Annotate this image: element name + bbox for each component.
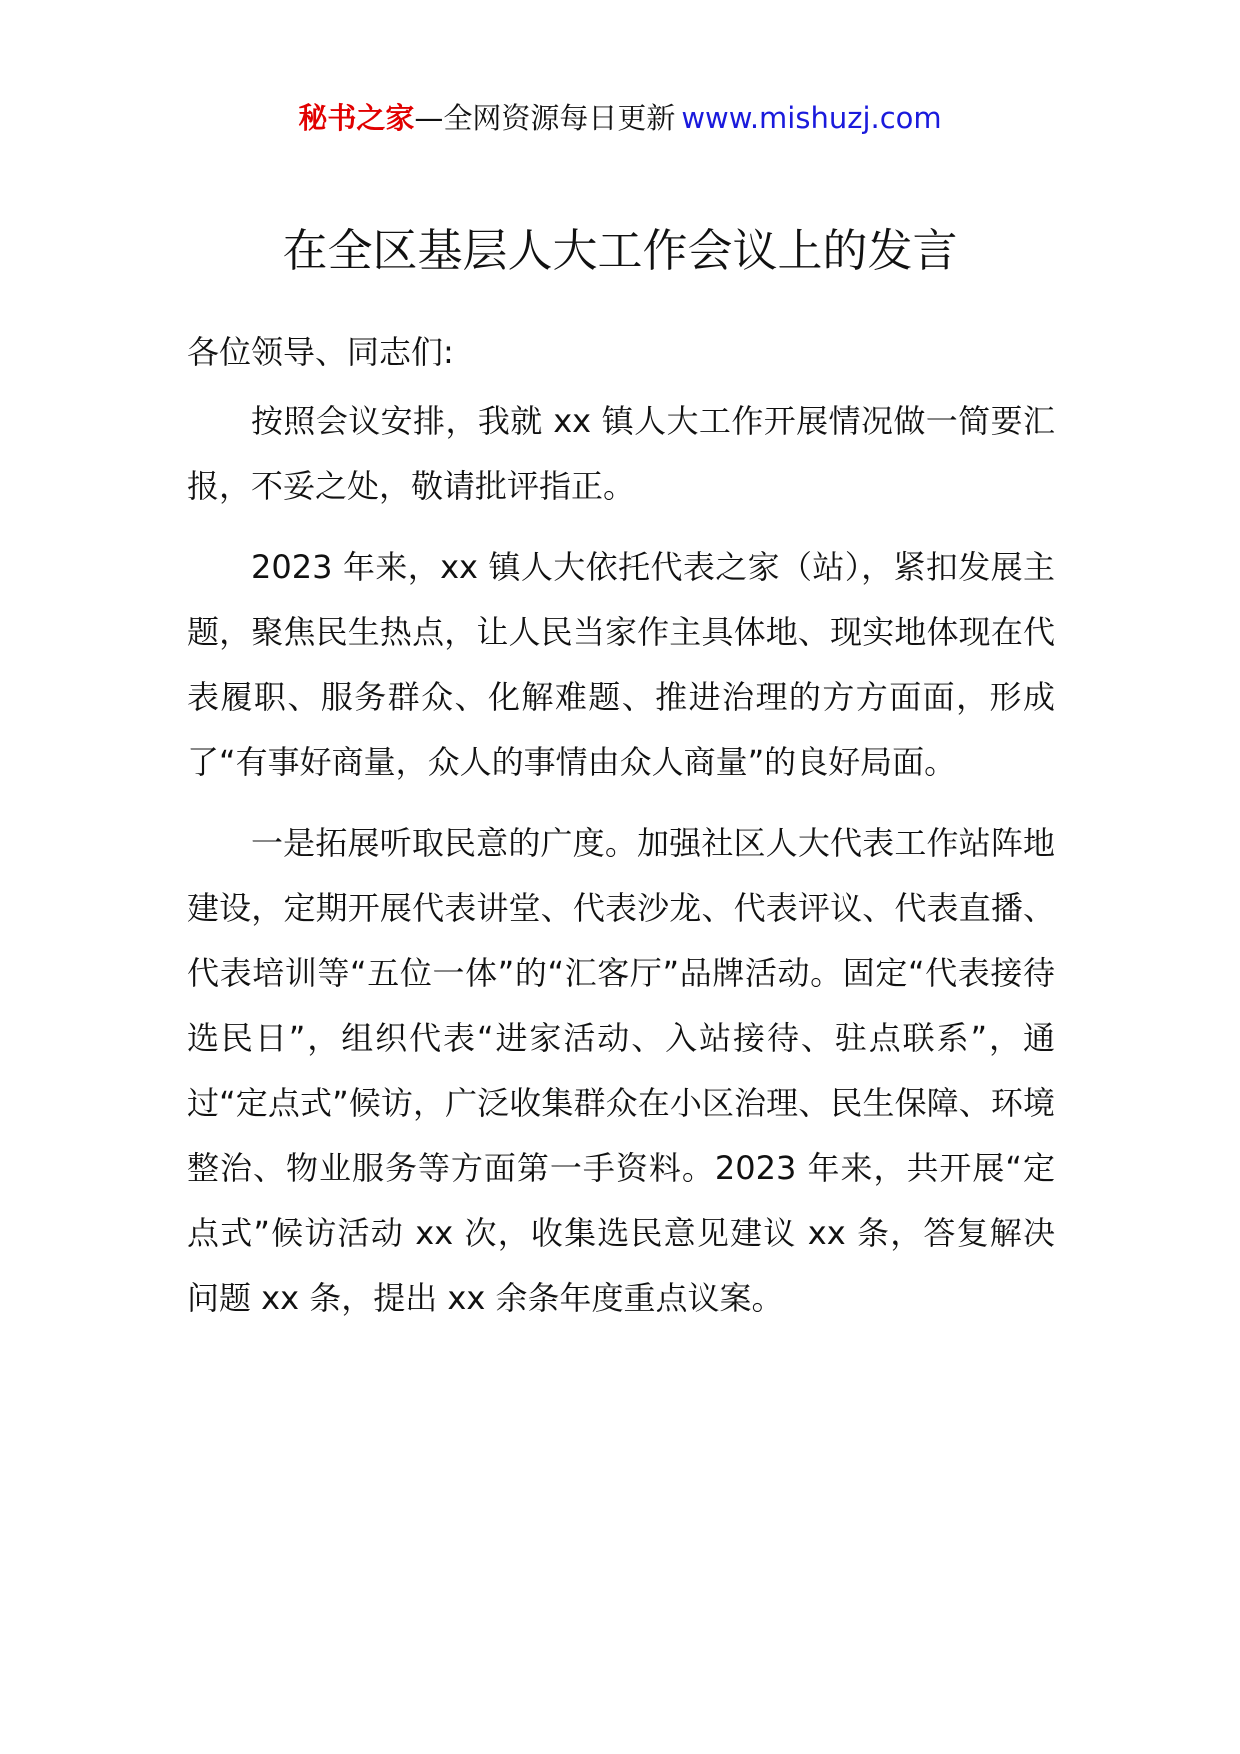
- brand-name: 秘书之家: [298, 101, 415, 135]
- document-body: [187, 320, 1055, 1347]
- site-banner: [0, 98, 1240, 138]
- paragraph-overview: 2023 年来，xx 镇人大依托代表之家（站），紧扣发展主题，聚焦民生热点，让人民当家作主具体地、现实地体现在代表履职、服务群众、化解难题、推进治理的方方面面，形成了“有事好商量，众人的事情由众人商量”的良好局面。: [187, 548, 1055, 781]
- paragraph-intro: 按照会议安排，我就 xx 镇人大工作开展情况做一简要汇报，不妥之处，敬请批评指正。: [187, 402, 1055, 505]
- document-title: 在全区基层人大工作会议上的发言: [282, 224, 958, 277]
- site-url-link[interactable]: www.mishuzj.com: [681, 101, 942, 135]
- salutation: 各位领导、同志们:: [187, 333, 454, 371]
- banner-slogan: —全网资源每日更新: [414, 101, 676, 135]
- paragraph-point-one: 一是拓展听取民意的广度。加强社区人大代表工作站阵地建设，定期开展代表讲堂、代表沙龙、代表评议、代表直播、代表培训等“五位一体”的“汇客厅”品牌活动。固定“代表接待选民日”，组织代表“进家活动、入站接待、驻点联系”，通过“定点式”候访，广泛收集群众在小区治理、民生保障、环境整治、物业服务等方面第一手资料。2023 年来，共开展“定点式”候访活动 xx 次，收集选民意见建议 xx 条，答复解决问题 xx 条，提出 xx 余条年度重点议案。: [187, 824, 1055, 1317]
